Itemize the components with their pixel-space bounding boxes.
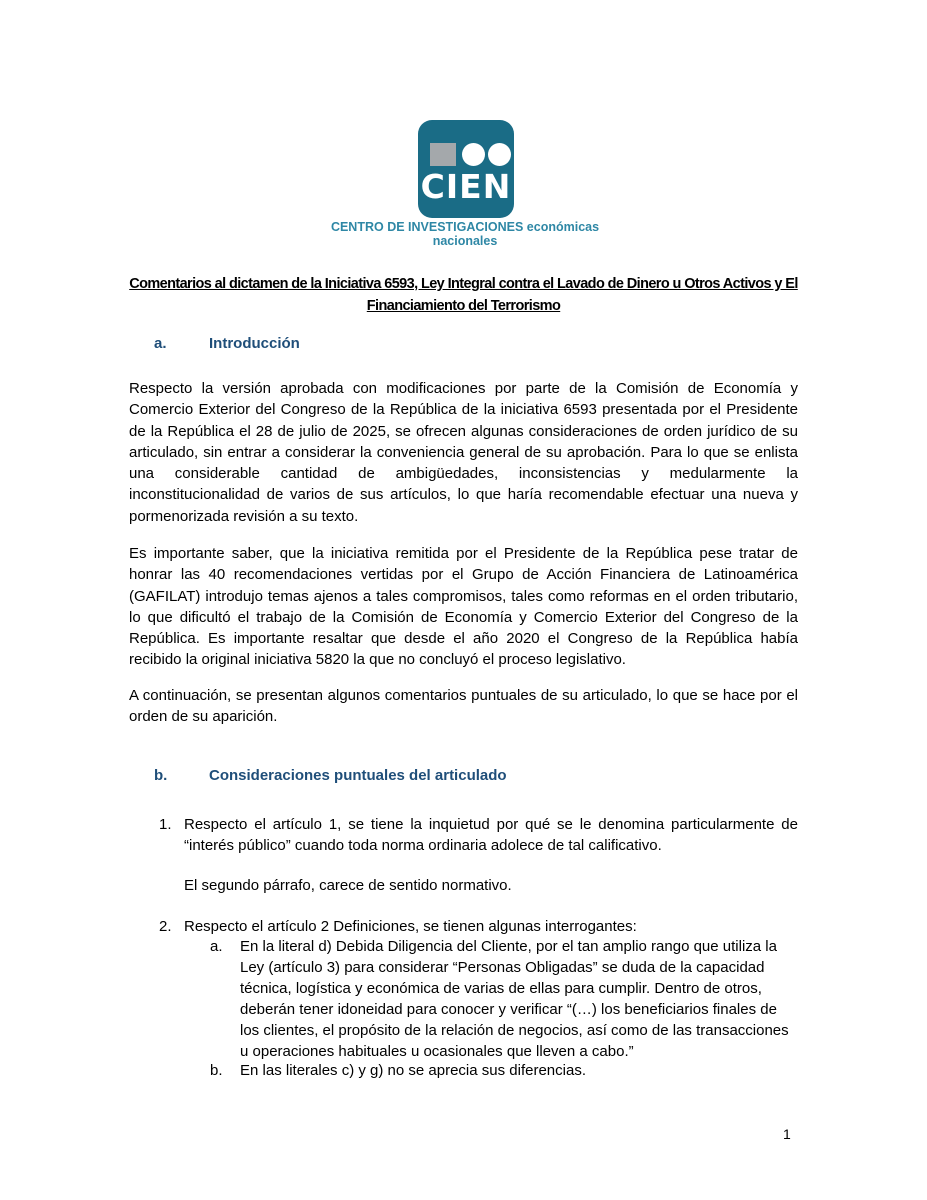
- list-item-number: 1.: [159, 816, 172, 833]
- list-item: [159, 916, 798, 937]
- section-title: Introducción: [209, 335, 300, 352]
- paragraph: Respecto la versión aprobada con modificaciones por parte de la Comisión de Economía y Comercio Exterior del Congreso de la República de la iniciativa 6593 presentada por el Presidente de la República el 28 de julio de 2025, se ofrecen algunas consideraciones de orden jurídico de su articulado, sin entrar a considerar la conveniencia general de su aprobación. Para lo que se enlista una considerable cantidad de ambigüedades, inconsistencias y medularmente la inconstitucionalidad de varios de sus artículos, lo que haría recomendable efectuar una nueva y pormenorizada revisión a su texto.: [129, 380, 798, 525]
- list-item-text: Respecto el artículo 2 Definiciones, se tienen algunas interrogantes:: [184, 918, 637, 935]
- logo-subtitle: [320, 220, 610, 248]
- sub-list-item: [210, 936, 795, 1062]
- sub-list-item: [210, 1060, 795, 1081]
- list-item-number: 2.: [159, 918, 172, 935]
- document-title: Comentarios al dictamen de la Iniciativa 6593, Ley Integral contra el Lavado de Dinero u Otros Activos y El Financiamiento del Terrorismo: [129, 276, 798, 314]
- paragraph: A continuación, se presentan algunos comentarios puntuales de su articulado, lo que se hace por el orden de su aparición.: [129, 687, 798, 726]
- sub-item-letter: a.: [210, 938, 223, 955]
- list-item-note: El segundo párrafo, carece de sentido normativo.: [184, 877, 512, 894]
- section-number: b.: [154, 767, 168, 784]
- logo-subtitle-line: CENTRO DE INVESTIGACIONES económicas: [330, 220, 600, 234]
- sub-item-letter: b.: [210, 1062, 223, 1079]
- logo-subtitle-line: nacionales: [432, 234, 498, 248]
- paragraph: Es importante saber, que la iniciativa remitida por el Presidente de la República pese tratar de honrar las 40 recomendaciones vertidas por el Grupo de Acción Financiera de Latinoamérica (GAFILAT) introdujo temas ajenos a tales compromisos, tales como reformas en el orden tributario, lo que dificultó el trabajo de la Comisión de Economía y Comercio Exterior del Congreso de la República. Es importante resaltar que desde el año 2020 el Congreso de la República había recibido la original iniciativa 5820 la que no concluyó el proceso legislativo.: [129, 545, 798, 669]
- logo-square-mark: [430, 143, 456, 166]
- logo-wordmark: CIEN: [420, 167, 512, 206]
- sub-item-text: En las literales c) y g) no se aprecia sus diferencias.: [240, 1062, 586, 1079]
- list-item: [159, 814, 798, 856]
- logo-circle-mark: [488, 143, 511, 166]
- section-number: a.: [154, 335, 167, 352]
- list-item-text: Respecto el artículo 1, se tiene la inquietud por qué se le denomina particularmente de “interés público” cuando toda norma ordinaria adolece de tal calificativo.: [184, 816, 798, 854]
- section-title: Consideraciones puntuales del articulado: [209, 767, 507, 784]
- cien-logo: [418, 120, 514, 218]
- sub-item-text: En la literal d) Debida Diligencia del Cliente, por el tan amplio rango que utiliza la Ley (artículo 3) para considerar “Personas Obligadas” se duda de la capacidad técnica, logística y económica de varias de ellas para cumplir. Dentro de otros, deberán tener idoneidad para conocer y verificar “(…) los beneficiarios finales de los clientes, el propósito de la relación de negocios, así como de las transacciones u operaciones habituales u ocasionales que lleven a cabo.”: [240, 938, 789, 1060]
- page-number: 1: [783, 1126, 791, 1142]
- logo-circle-mark: [462, 143, 485, 166]
